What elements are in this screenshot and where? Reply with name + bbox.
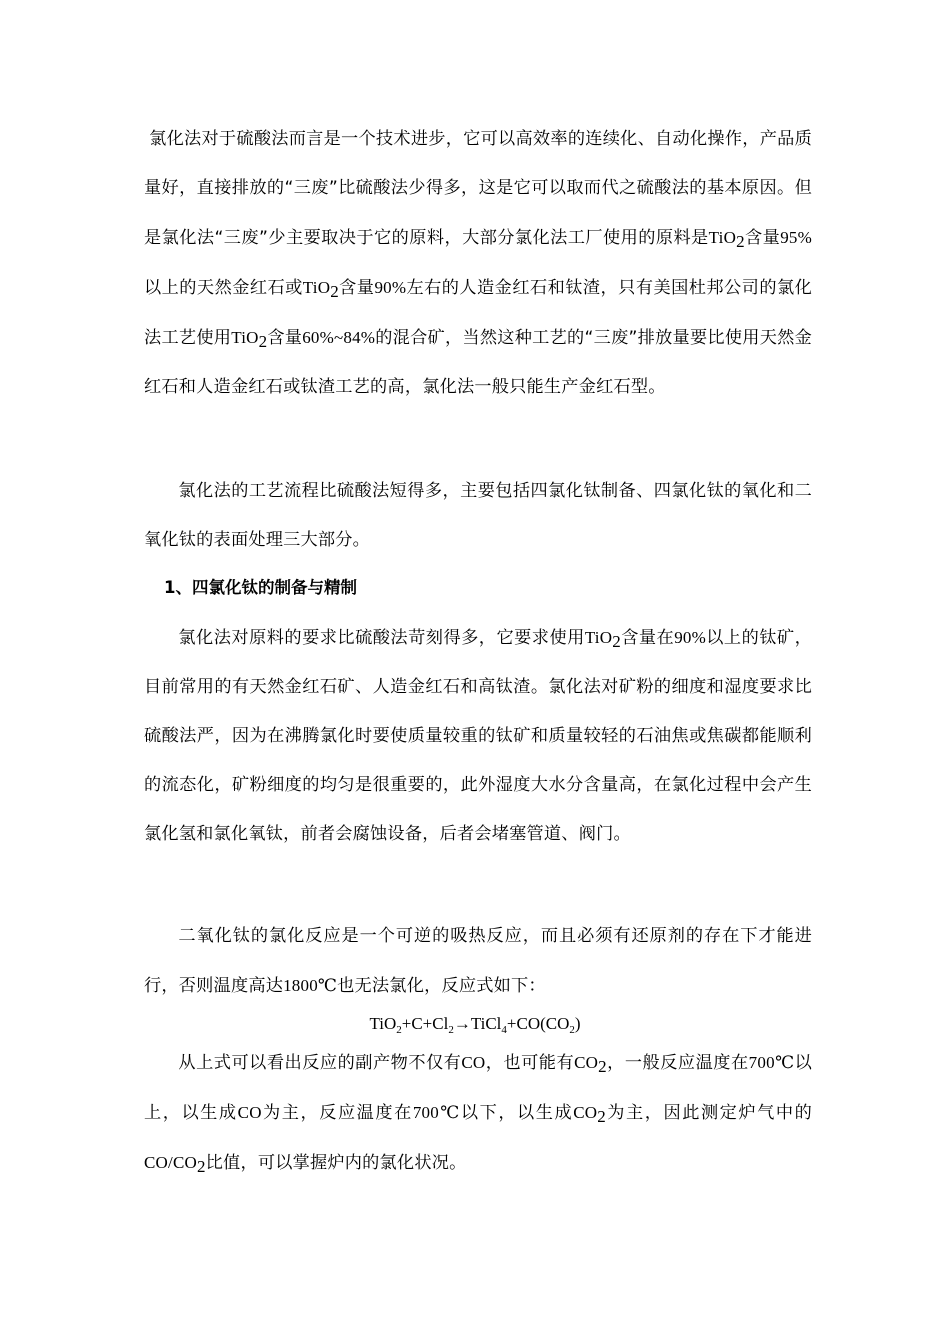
paragraph-5: 从上式可以看出反应的副产物不仅有CO，也可能有$CO_2$，一般反应温度在700℃以上，以生成CO为主，反应温度在700℃以下，以生成$CO_2$为主，因此测定炉气中的$CO/CO_2$比值，可以掌握炉内的氯化状况。 <box>144 1053 812 1176</box>
paragraph-2: 氯化法的工艺流程比硫酸法短得多，主要包括四氯化钛制备、四氯化钛的氧化和二氧化钛的表面处理三大部分。 <box>144 481 812 550</box>
paragraph-4: 二氧化钛的氯化反应是一个可逆的吸热反应，而且必须有还原剂的存在下才能进行，否则温度高达1800℃也无法氯化，反应式如下： <box>144 926 812 996</box>
section-heading: 1、四氯化钛的制备与精制 <box>164 578 357 597</box>
paragraph-3: 氯化法对原料的要求比硫酸法苛刻得多，它要求使用TiO$_2$含量在90%以上的钛矿，目前常用的有天然金红石矿、人造金红石和高钛渣。氯化法对矿粉的细度和湿度要求比硫酸法严，因为在沸腾氯化时要使质量较重的钛矿和质量较轻的石油焦或焦碳都能顺利的流态化，矿粉细度的均匀是很重要的，此外湿度大水分含量高，在氯化过程中会产生氯化氢和氯化氧钛，前者会腐蚀设备，后者会堵塞管道、阀门。 <box>144 628 812 844</box>
body-text-block-5 <box>144 1038 812 1188</box>
reaction-formula: $TiO_2+C+Cl_2\to TiCl_4+CO(CO_2)$ <box>369 1014 581 1036</box>
body-text-block-4 <box>144 912 812 1011</box>
body-text-block-3 <box>144 613 812 859</box>
body-text-block-2 <box>144 467 812 565</box>
paragraph-1: 氯化法对于硫酸法而言是一个技术进步，它可以高效率的连续化、自动化操作，产品质量好，直接排放的“三废”比硫酸法少得多，这是它可以取而代之硫酸法的基本原因。但是氯化法“三废”少主要取决于它的原料，大部分氯化法工厂使用的原料是TiO$_2$含量95%以上的天然金红石或TiO$_2$含量90%左右的人造金红石和钛渣，只有美国杜邦公司的氯化法工艺使用TiO$_2$含量60%~84%的混合矿，当然这种工艺的“三废”排放量要比使用天然金红石和人造金红石或钛渣工艺的高，氯化法一般只能生产金红石型。 <box>144 129 812 397</box>
body-text-block-1 <box>144 115 812 412</box>
